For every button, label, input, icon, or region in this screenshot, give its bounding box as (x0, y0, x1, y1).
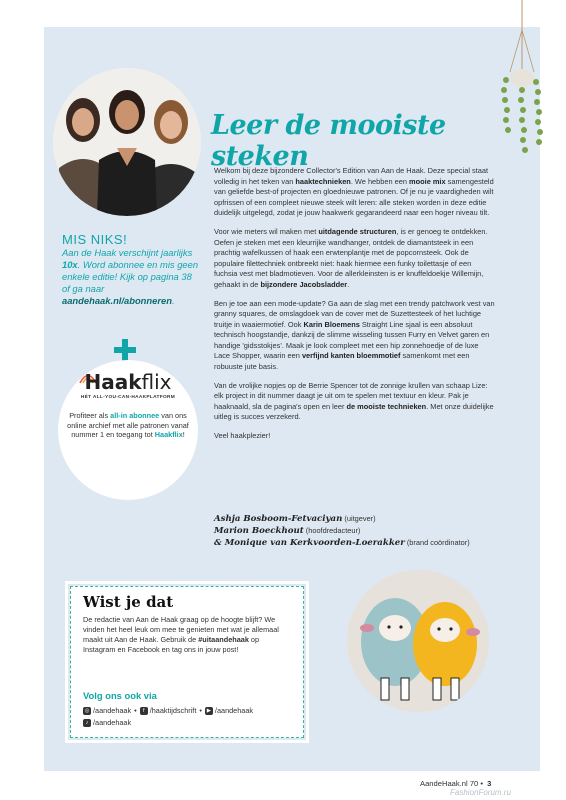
signature-publisher: Ashja Bosboom-Fetvaciyan (uitgever) (214, 514, 376, 524)
paragraph-4: Van de vrolijke nopjes op de Berrie Spencer tot de zonnige krullen van schaap Lize: elk project in dit nummer daagt je uit om te spelen met textuur en kleur. Pak je haaknaald, sla de pagina's open en leer de mooiste technieken. Met onze duidelijke uitleg is succes verzekerd. (214, 380, 494, 421)
editors-photo-illustration (53, 68, 201, 216)
tiktok-icon: ♪ (83, 719, 91, 727)
callout-text: Aan de Haak verschijnt jaarlijks 10x. Word abonnee en mis geen enkele editie! Kijk op pagina 38 of ga naar aandehaak.nl/abonneren. (62, 247, 199, 306)
signatures (214, 513, 514, 549)
youtube-link[interactable]: /aandehaak (214, 706, 254, 715)
haakflix-description: Profiteer als all-in abonnee van ons online archief met alle patronen vanaf nummer 1 en toegang tot Haakflix! (67, 411, 189, 440)
did-you-know-box (70, 586, 304, 738)
follow-heading: Volg ons ook via (83, 690, 157, 701)
box-text: De redactie van Aan de Haak graag op de hoogte blijft? We vinden het heel leuk om mee te genieten met wat je allemaal maakt uit Aan de Haak. Gebruik de #uitaandehaak op Instagram en Facebook en tag ons in jouw post! (83, 615, 279, 654)
editorial-body (214, 166, 496, 450)
paragraph-5: Veel haakplezier! (214, 431, 271, 440)
social-links: ◎ /aandehaak • f /haaktijdschrift • ▶ /aandehaak ♪ /aandehaak (84, 706, 254, 727)
editors-photo (53, 68, 201, 216)
crochet-sheep-photo (347, 570, 489, 712)
page-title: Leer de mooiste steken (211, 110, 446, 172)
haakflix-tagline: HÉT ALL-YOU-CAN-HAAKPLATFORM (80, 395, 176, 400)
page-number: 3 (487, 779, 492, 788)
box-title: Wist je dat (83, 593, 174, 611)
callout-title: MIS NIKS! (62, 232, 128, 247)
signature-editor: Marion Boeckhout (hoofdredacteur) (214, 526, 361, 536)
paragraph-3: Ben je toe aan een mode-update? Ga aan de slag met een trendy patchwork vest van granny squares, de omslagdoek van de cover met de Suzettesteek of het luchtige truitje in waaiermotief. Ook Karin Bloemens Straight Line sjaal is een absoluut technisch hoogstandje, dankzij de slimme wisseling tussen Furry en Velvet garen en handige 'gidsstokjes'. Maak je look compleet met een hip zonnehoedje of de luxe Lace Shopper, waarin een verfijnd kanten bloemmotief samenkomt met een robuuste jute basis. (214, 298, 495, 371)
subscription-callout (62, 232, 200, 307)
paragraph-2: Voor wie meters wil maken met uitdagende structuren, is er genoeg te ontdekken. Oefen je steken met een kleurrijke wandhanger, ontdek de diamantsteek in een prachtig wafelkussen of haak een erwtenplantje met de popcornsteek. Ook de populaire filettechniek ontbreekt niet: haak hiermee een funky toilettasje of een fuchsia vest met bladmotieven. Voor de allerkleinsten is er knuffeldoekje Willemijn, gehaakt in de bijzondere Jacobsladder. (214, 227, 488, 289)
crochet-sheep-illustration (347, 570, 489, 712)
issue-label: AandeHaak.nl 70 (420, 779, 479, 788)
instagram-icon: ◎ (84, 708, 90, 714)
tiktok-link[interactable]: /aandehaak (93, 718, 132, 727)
haakflix-logo: Haakflix (84, 370, 172, 394)
watermark: FashionForum.ru (450, 788, 511, 797)
facebook-icon: f (140, 707, 148, 715)
instagram-link[interactable]: /aandehaak (93, 706, 132, 715)
youtube-icon: ▶ (206, 708, 212, 714)
page-footer: AandeHaak.nl 70 • 3 (420, 779, 492, 788)
facebook-link[interactable]: /haaktijdschrift (149, 706, 197, 715)
signature-brand-coordinator: & Monique van Kerkvoorden-Loerakker (brand coördinator) (214, 538, 470, 548)
subscribe-link[interactable]: aandehaak.nl/abonneren (62, 295, 172, 306)
paragraph-1: Welkom bij deze bijzondere Collector's Edition van Aan de Haak. Deze special staat volledig in het teken van haaktechnieken. We hebben een mooie mix samengesteld van geliefde best-of projecten en gloednieuwe patronen. Of je nu je vaardigheden wilt opfrissen of een compleet nieuwe steek wilt leren: alle steken worden in deze editie duidelijk uitgelegd, zodat je jouw haakwerk gegarandeerd naar een hoger niveau tilt. (214, 166, 494, 217)
